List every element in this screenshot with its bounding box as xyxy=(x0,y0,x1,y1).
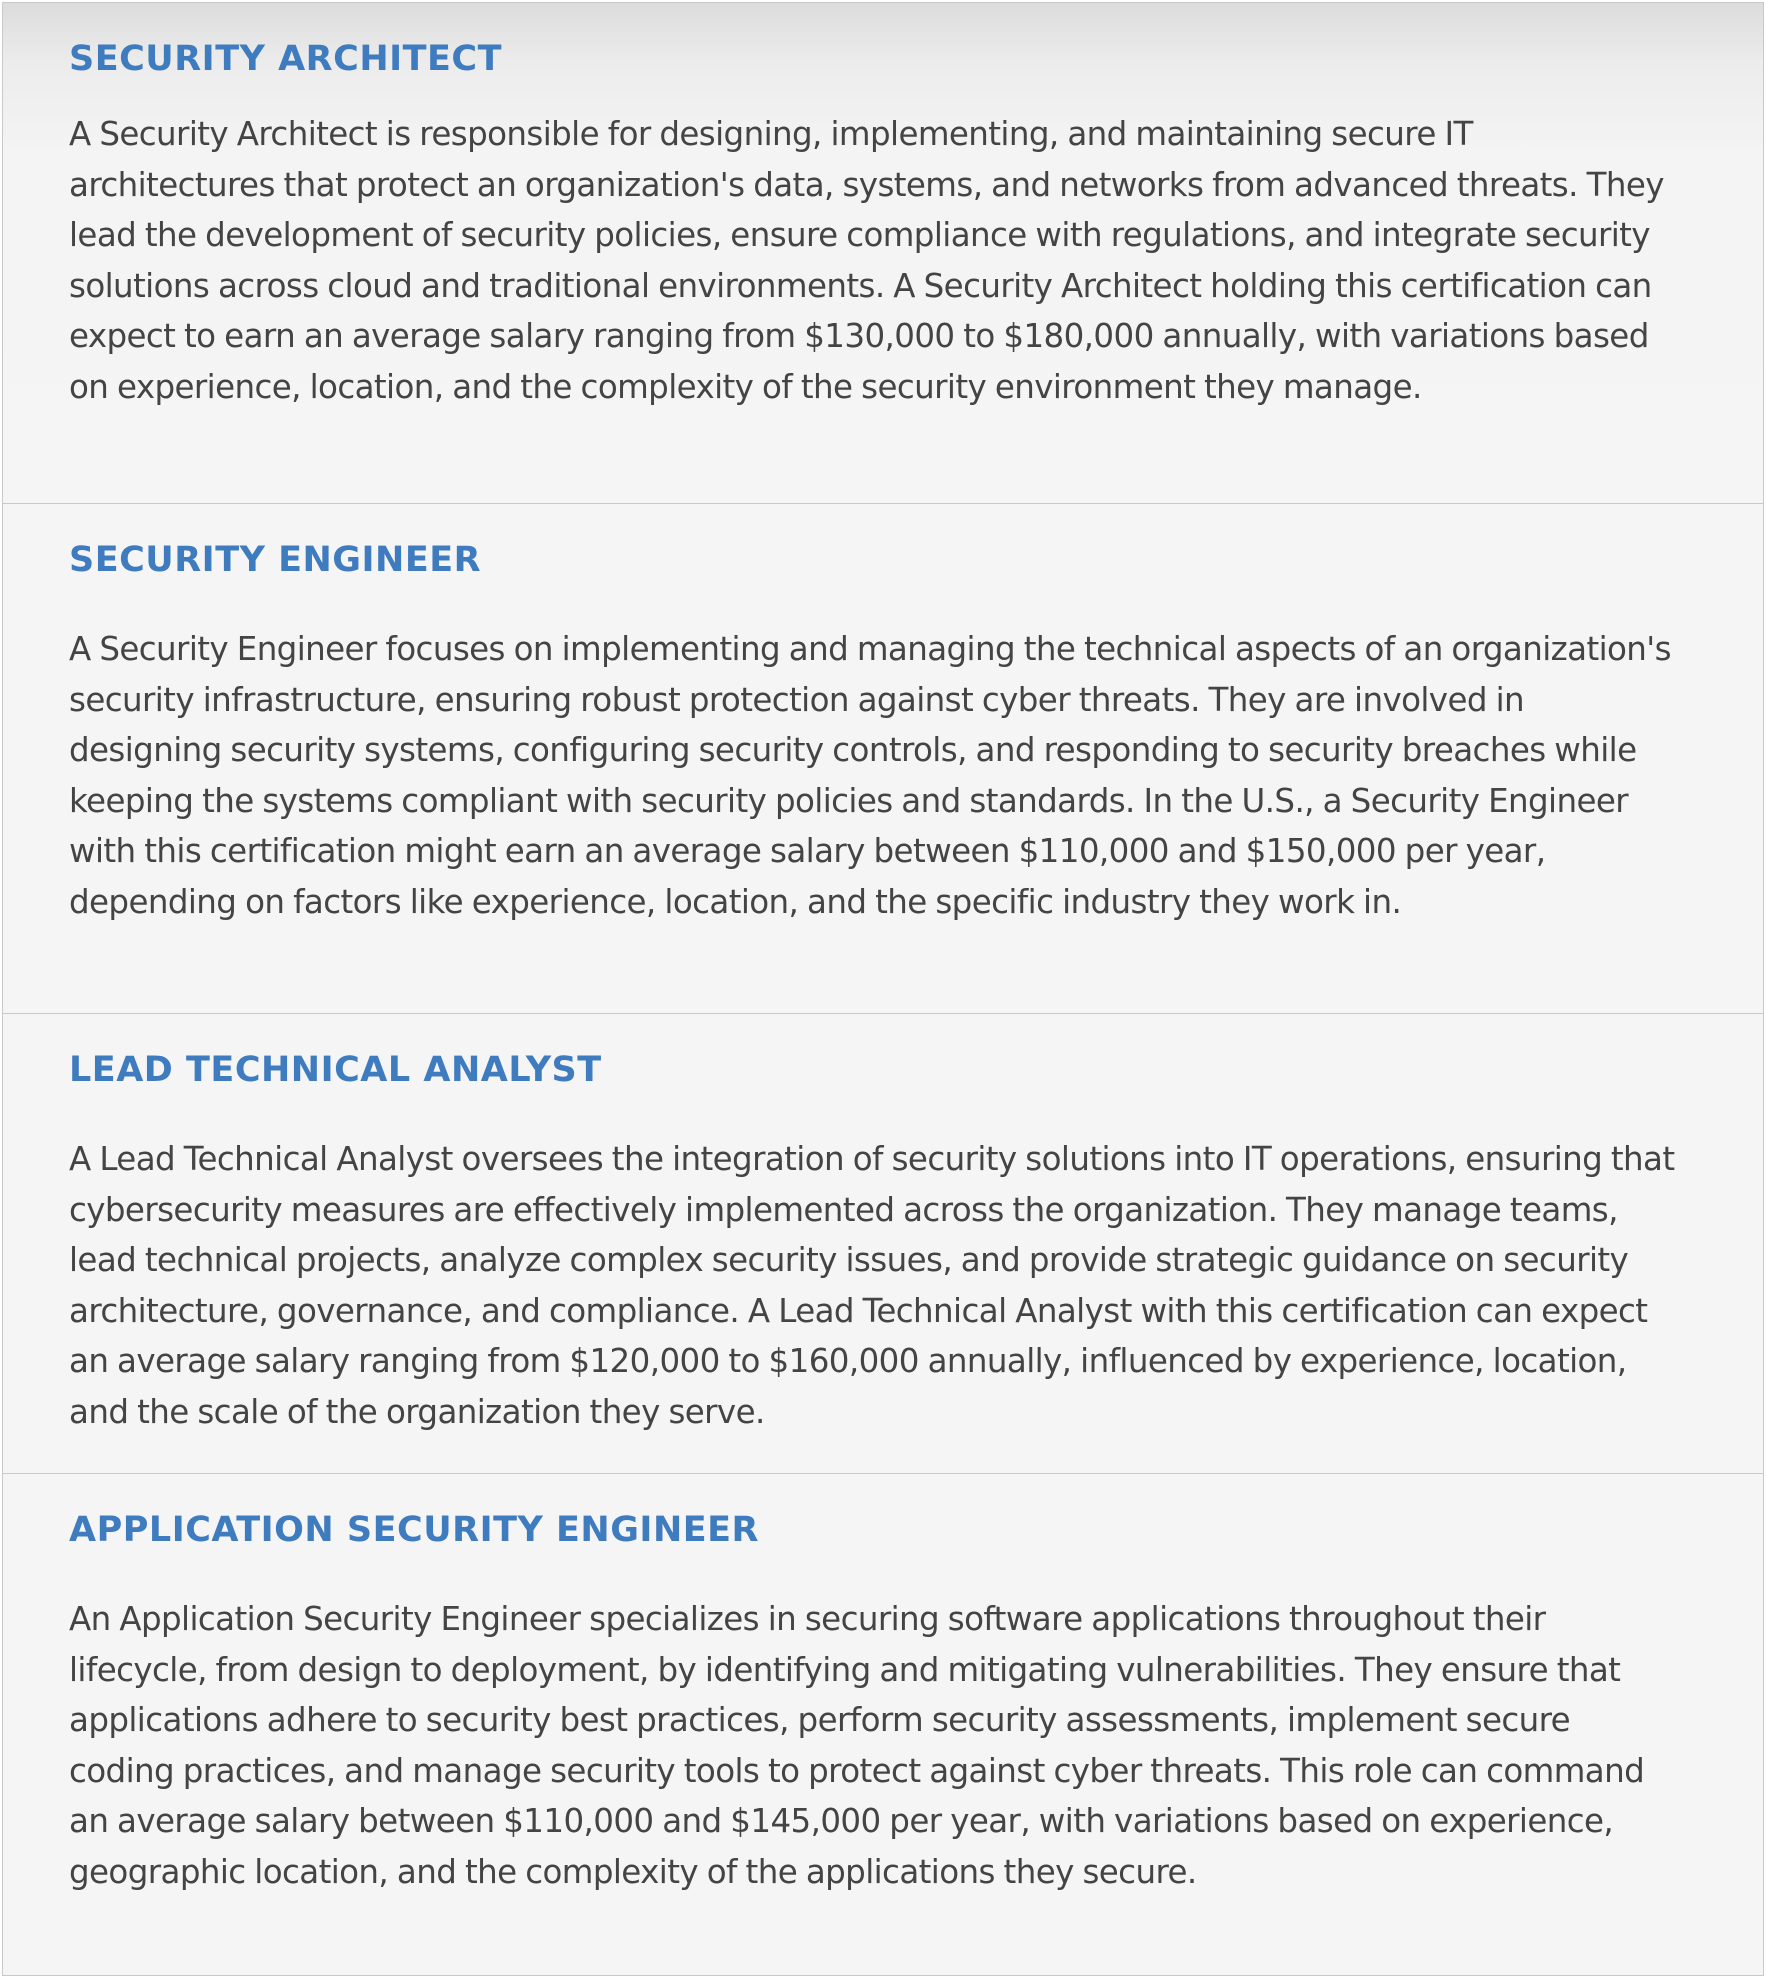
role-description: A Security Engineer focuses on implementing and managing the technical aspects of an organization's security infrastructure, ensuring robust protection against cyber threats. They are involved in designing security systems, configuring security controls, and responding to security breaches while keeping the systems compliant with security policies and standards. In the U.S., a Security Engineer with this certification might earn an average salary between $110,000 and $150,000 per year, depending on factors like experience, location, and the specific industry they work in. xyxy=(69,630,1671,921)
role-section-application-security-engineer xyxy=(3,1474,1763,1976)
role-description: A Security Architect is responsible for designing, implementing, and maintaining secure IT architectures that protect an organization's data, systems, and networks from advanced threats. They lead the development of security policies, ensure compliance with regulations, and integrate security solutions across cloud and traditional environments. A Security Architect holding this certification can expect to earn an average salary ranging from $130,000 to $180,000 annually, with variations based on experience, location, and the complexity of the security environment they manage. xyxy=(69,115,1664,406)
roles-panel xyxy=(2,2,1764,1976)
role-title: SECURITY ENGINEER xyxy=(69,540,482,580)
role-description: An Application Security Engineer specializes in securing software applications throughout their lifecycle, from design to deployment, by identifying and mitigating vulnerabilities. They ensure that applications adhere to security best practices, perform security assessments, implement secure coding practices, and manage security tools to protect against cyber threats. This role can command an average salary between $110,000 and $145,000 per year, with variations based on experience, geographic location, and the complexity of the applications they secure. xyxy=(69,1600,1645,1891)
role-description: A Lead Technical Analyst oversees the integration of security solutions into IT operations, ensuring that cybersecurity measures are effectively implemented across the organization. They manage teams, lead technical projects, analyze complex security issues, and provide strategic guidance on security architecture, governance, and compliance. A Lead Technical Analyst with this certification can expect an average salary ranging from $120,000 to $160,000 annually, influenced by experience, location, and the scale of the organization they serve. xyxy=(69,1140,1675,1431)
role-section-security-engineer xyxy=(3,504,1763,1014)
role-section-security-architect xyxy=(3,3,1763,504)
role-section-lead-technical-analyst xyxy=(3,1014,1763,1474)
role-title: LEAD TECHNICAL ANALYST xyxy=(69,1050,602,1090)
role-title: SECURITY ARCHITECT xyxy=(69,39,502,79)
role-title: APPLICATION SECURITY ENGINEER xyxy=(69,1510,760,1550)
